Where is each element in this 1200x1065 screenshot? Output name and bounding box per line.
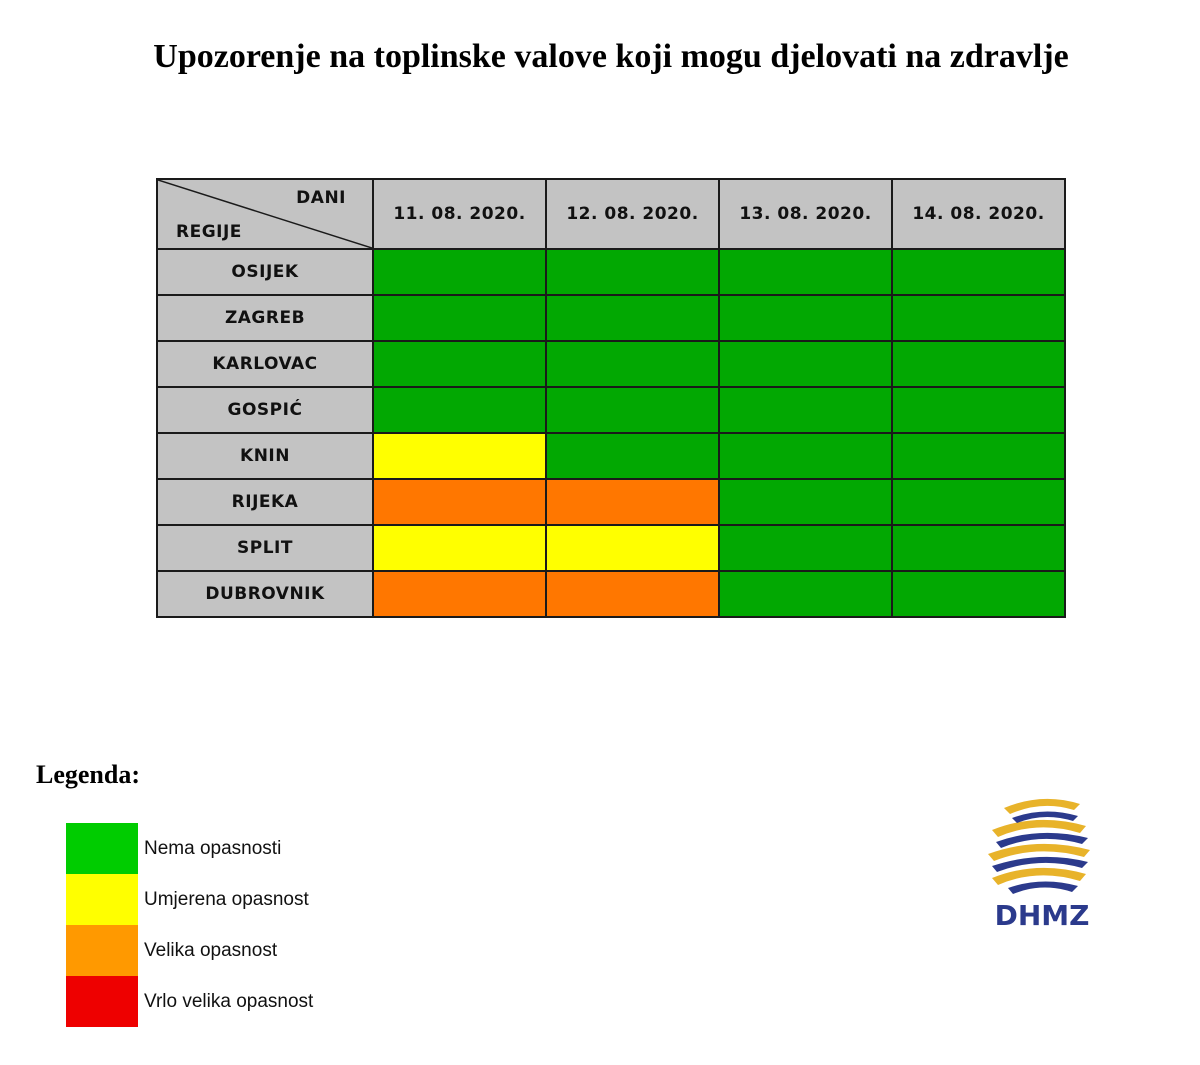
warning-level-cell <box>892 387 1065 433</box>
dhmz-logo <box>982 790 1102 935</box>
legend-title: Legenda: <box>36 760 140 789</box>
warning-level-cell <box>373 295 546 341</box>
warning-level-cell <box>546 387 719 433</box>
warning-level-cell <box>546 341 719 387</box>
legend-swatch <box>66 925 138 976</box>
region-cell: SPLIT <box>157 525 373 571</box>
warning-level-cell <box>373 341 546 387</box>
legend-label: Vrlo velika opasnost <box>144 991 314 1012</box>
legend-label: Umjerena opasnost <box>144 889 309 910</box>
warning-level-cell <box>373 433 546 479</box>
region-cell: DUBROVNIK <box>157 571 373 617</box>
warning-level-cell <box>373 525 546 571</box>
warning-level-cell <box>892 525 1065 571</box>
warning-level-cell <box>719 249 892 295</box>
warning-level-cell <box>373 479 546 525</box>
corner-label-days: DANI <box>296 188 346 208</box>
warning-level-cell <box>719 571 892 617</box>
region-cell: OSIJEK <box>157 249 373 295</box>
warning-level-cell <box>546 571 719 617</box>
region-cell: KNIN <box>157 433 373 479</box>
table-header-row <box>157 179 1065 249</box>
table-row <box>157 479 1065 525</box>
warning-level-cell <box>373 387 546 433</box>
warning-level-cell <box>546 295 719 341</box>
table-row <box>157 571 1065 617</box>
region-cell: RIJEKA <box>157 479 373 525</box>
region-cell: GOSPIĆ <box>157 387 373 433</box>
warning-level-cell <box>892 341 1065 387</box>
warning-level-cell <box>892 295 1065 341</box>
warning-level-cell <box>373 571 546 617</box>
warning-level-cell <box>892 249 1065 295</box>
legend-swatch <box>66 976 138 1027</box>
warning-level-cell <box>719 295 892 341</box>
legend-label: Nema opasnosti <box>144 838 282 859</box>
table-row <box>157 249 1065 295</box>
warning-level-cell <box>892 433 1065 479</box>
table-row <box>157 433 1065 479</box>
corner-label-regions: REGIJE <box>176 222 242 242</box>
table-row <box>157 341 1065 387</box>
date-header: 13. 08. 2020. <box>719 179 892 249</box>
corner-header-cell <box>157 179 373 249</box>
date-header: 14. 08. 2020. <box>892 179 1065 249</box>
date-header: 12. 08. 2020. <box>546 179 719 249</box>
region-cell: ZAGREB <box>157 295 373 341</box>
heatwave-warning-table <box>156 178 1066 618</box>
table-row <box>157 387 1065 433</box>
warning-level-cell <box>546 433 719 479</box>
warning-level-cell <box>719 525 892 571</box>
legend-label: Velika opasnost <box>144 940 278 961</box>
warning-level-cell <box>719 433 892 479</box>
table-row <box>157 295 1065 341</box>
warning-level-cell <box>546 525 719 571</box>
table-row <box>157 525 1065 571</box>
region-cell: KARLOVAC <box>157 341 373 387</box>
warning-level-cell <box>546 249 719 295</box>
warning-level-cell <box>719 387 892 433</box>
warning-level-cell <box>892 479 1065 525</box>
warning-level-cell <box>373 249 546 295</box>
legend-swatch <box>66 874 138 925</box>
logo-text: DHMZ <box>994 899 1090 932</box>
date-header: 11. 08. 2020. <box>373 179 546 249</box>
dhmz-logo-icon <box>982 790 1102 935</box>
warning-level-cell <box>546 479 719 525</box>
page-title: Upozorenje na toplinske valove koji mogu djelovati na zdravlje <box>153 38 1069 75</box>
warning-level-cell <box>892 571 1065 617</box>
legend-swatch <box>66 823 138 874</box>
warning-level-cell <box>719 341 892 387</box>
warning-level-cell <box>719 479 892 525</box>
